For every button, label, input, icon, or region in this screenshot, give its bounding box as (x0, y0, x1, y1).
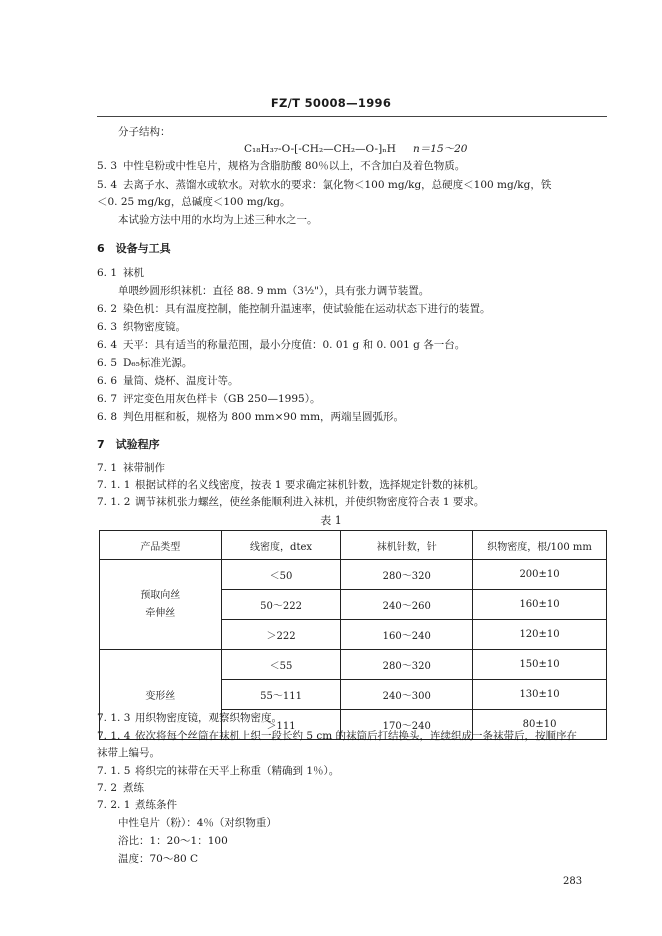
header-rule (97, 116, 607, 117)
product-type-poy: 预取向丝 牵伸丝 (100, 560, 222, 650)
molecular-formula: C₁₈H₃₇-O-[-CH₂—CH₂—O-]ₙH (244, 143, 396, 155)
clause-7-1-4-cont: 袜带上编号。 (97, 747, 160, 759)
condition-liquor-ratio: 浴比：1：20～1：100 (118, 835, 228, 847)
clause-6-6: 6. 6 量筒、烧杯、温度计等。 (97, 375, 239, 387)
clause-6-3: 6. 3 织物密度镜。 (97, 321, 186, 333)
clause-5-4-note: 本试验方法中用的水均为上述三种水之一。 (118, 214, 318, 226)
header-fabric-density: 织物密度，根/100 mm (473, 531, 607, 560)
cell-fabric: 160±10 (473, 590, 607, 620)
cell-fabric: 150±10 (473, 650, 607, 680)
cell-needles: 240～260 (341, 590, 473, 620)
header-product-type: 产品类型 (100, 531, 222, 560)
cell-needles: 170～240 (341, 710, 473, 740)
cell-needles: 280～320 (341, 560, 473, 590)
clause-6-1-detail: 单喂纱圆形织袜机：直径 88. 9 mm（3½"），具有张力调节装置。 (118, 285, 430, 297)
cell-fabric: 130±10 (473, 680, 607, 710)
formula-n-range: n＝15～20 (413, 143, 468, 155)
section-6-heading: 6 设备与工具 (97, 242, 171, 255)
cell-fabric: 120±10 (473, 620, 607, 650)
clause-7-1-1: 7. 1. 1 根据试样的名义线密度，按表 1 要求确定袜机针数，选择规定针数的袜机。 (97, 479, 485, 491)
cell-needles: 240～300 (341, 680, 473, 710)
clause-6-4: 6. 4 天平：具有适当的称量范围，最小分度值：0. 01 g 和 0. 001 g 各一台。 (97, 339, 466, 351)
cell-density: 50～222 (221, 590, 341, 620)
clause-6-7: 6. 7 评定变色用灰色样卡（GB 250—1995）。 (97, 393, 321, 405)
table-header-row (100, 531, 607, 560)
header-needle-count: 袜机针数，针 (341, 531, 473, 560)
cell-needles: 160～240 (341, 620, 473, 650)
cell-density: ＞222 (221, 620, 341, 650)
clause-7-1-4: 7. 1. 4 依次将每个丝筒在袜机上织一段长约 5 cm 的袜筒后打结换头，连续织成一条袜带后，按顺序在 (97, 730, 578, 742)
clause-7-1-3: 7. 1. 3 用织物密度镜，观察织物密度。 (97, 712, 282, 724)
cell-fabric: 200±10 (473, 560, 607, 590)
cell-density: ＜55 (221, 650, 341, 680)
clause-7-1: 7. 1 袜带制作 (97, 462, 165, 474)
table-row (100, 560, 607, 590)
yarn-spec-table (99, 530, 607, 740)
clause-5-4-cont: ＜0. 25 mg/kg，总碱度＜100 mg/kg。 (97, 196, 291, 208)
table-row (100, 650, 607, 680)
header-linear-density: 线密度，dtex (221, 531, 341, 560)
clause-7-1-5: 7. 1. 5 将织完的袜带在天平上称重（精确到 1％）。 (97, 765, 340, 777)
cell-density: ＞111 (221, 710, 341, 740)
clause-5-4: 5. 4 去离子水、蒸馏水或软水。对软水的要求：氯化物＜100 mg/kg，总硬度＜100 mg/kg，铁 (97, 179, 552, 191)
formula-label: 分子结构： (118, 126, 171, 138)
cell-fabric: 80±10 (473, 710, 607, 740)
clause-6-8: 6. 8 判色用框和板，规格为 800 mm×90 mm，两端呈圆弧形。 (97, 411, 405, 423)
condition-soap: 中性皂片（粉）：4％（对织物重） (118, 817, 277, 829)
clause-7-1-2: 7. 1. 2 调节袜机张力螺丝，使丝条能顺利进入袜机，并使织物密度符合表 1 要求。 (97, 496, 485, 508)
clause-6-1: 6. 1 袜机 (97, 267, 144, 279)
clause-6-2: 6. 2 染色机：具有温度控制，能控制升温速率，使试验能在运动状态下进行的装置。 (97, 303, 491, 315)
condition-temperature: 温度：70～80 C (118, 853, 199, 865)
clause-7-2: 7. 2 煮练 (97, 782, 144, 794)
clause-5-3: 5. 3 中性皂粉或中性皂片，规格为含脂肪酸 80％以上，不含加白及着色物质。 (97, 160, 466, 172)
clause-7-2-1: 7. 2. 1 煮练条件 (97, 799, 177, 811)
cell-density: ＜50 (221, 560, 341, 590)
cell-density: 55～111 (221, 680, 341, 710)
cell-needles: 280～320 (341, 650, 473, 680)
product-type-textured: 变形丝 (100, 650, 222, 740)
table-caption: 表 1 (320, 514, 342, 527)
section-7-heading: 7 试验程序 (97, 438, 160, 451)
standard-number: FZ/T 50008—1996 (270, 96, 392, 110)
clause-6-5: 6. 5 D₆₅标准光源。 (97, 357, 193, 369)
page-number: 283 (563, 876, 583, 887)
